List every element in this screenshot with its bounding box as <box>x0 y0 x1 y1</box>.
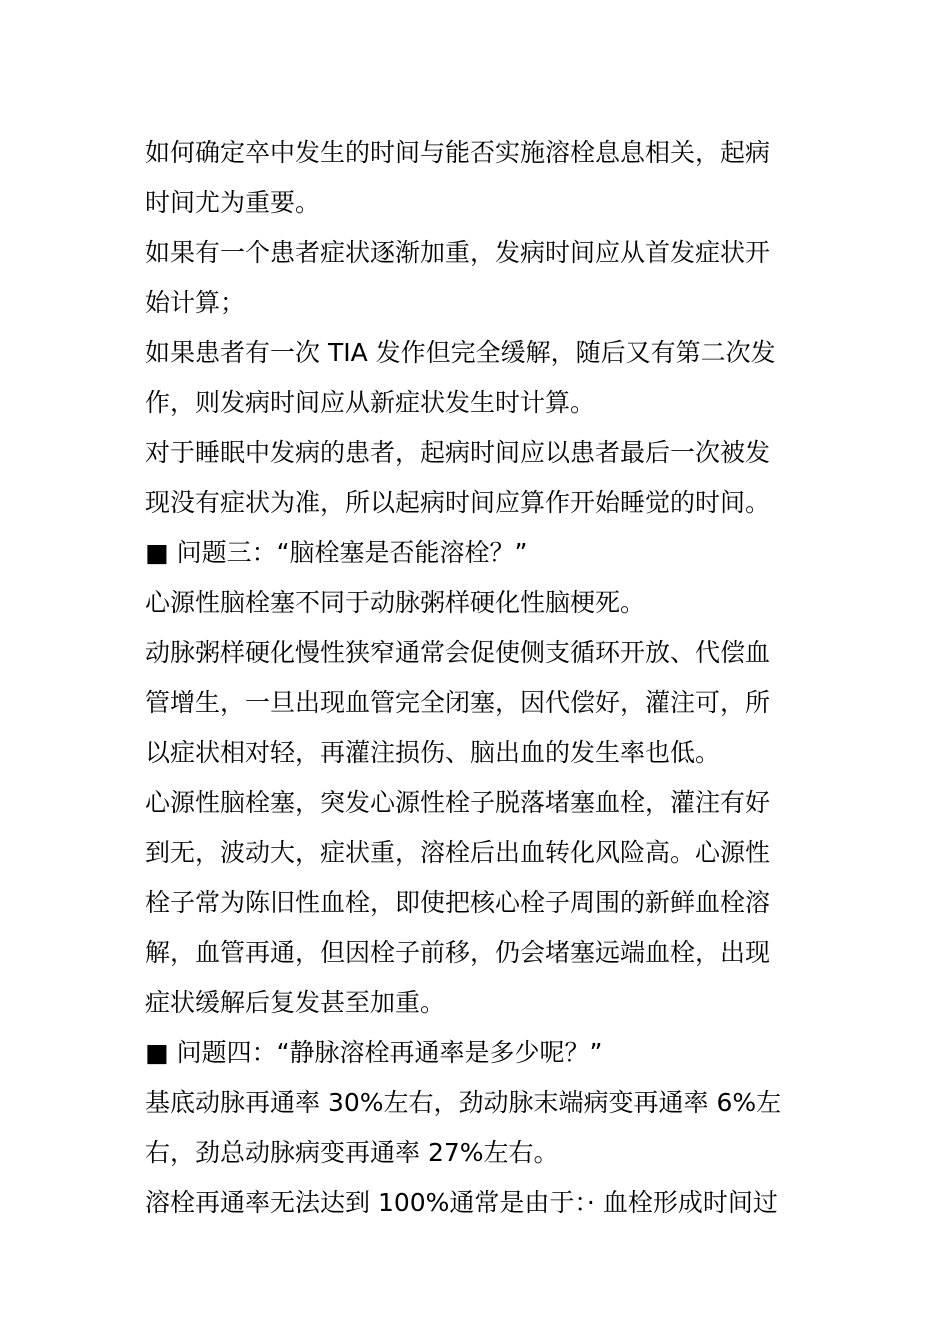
document-body <box>145 128 815 1228</box>
text-line: 动脉粥样硬化慢性狭窄通常会促使侧支循环开放、代偿血 <box>145 638 771 667</box>
text-line: 溶栓再通率无法达到 100%通常是由于：· 血栓形成时间过 <box>145 1188 778 1217</box>
text-line: 管增生，一旦出现血管完全闭塞，因代偿好，灌注可，所 <box>145 688 771 717</box>
text-line: 如果有一个患者症状逐渐加重，发病时间应从首发症状开 <box>145 238 771 267</box>
text-line: 心源性脑栓塞不同于动脉粥样硬化性脑梗死。 <box>145 588 646 617</box>
text-line: 右，劲总动脉病变再通率 27%左右。 <box>145 1138 559 1167</box>
paragraph-progressive-symptoms <box>145 228 815 328</box>
paragraph-cardiogenic-embolism <box>145 778 815 1028</box>
text-line: 症状缓解后复发甚至加重。 <box>145 988 446 1017</box>
text-line: 作，则发病时间应从新症状发生时计算。 <box>145 388 596 417</box>
paragraph-onset-time-importance <box>145 128 815 228</box>
text-line: 心源性脑栓塞，突发心源性栓子脱落堵塞血栓，灌注有好 <box>145 788 771 817</box>
text-line: 如何确定卒中发生的时间与能否实施溶栓息息相关，起病 <box>145 138 771 167</box>
section-heading: ■ 问题三：“脑栓塞是否能溶栓？” <box>145 538 528 567</box>
text-line: 现没有症状为准，所以起病时间应算作开始睡觉的时间。 <box>145 488 771 517</box>
text-line: 时间尤为重要。 <box>145 188 321 217</box>
paragraph-sleep-onset <box>145 428 815 528</box>
text-line: 对于睡眠中发病的患者，起病时间应以患者最后一次被发 <box>145 438 771 467</box>
paragraph-cardiogenic-intro <box>145 578 815 628</box>
text-line: 始计算； <box>145 288 246 317</box>
paragraph-atherosclerosis <box>145 628 815 778</box>
text-line: 以症状相对轻，再灌注损伤、脑出血的发生率也低。 <box>145 738 721 767</box>
text-line: 到无，波动大，症状重，溶栓后出血转化风险高。心源性 <box>145 838 771 867</box>
text-line: 基底动脉再通率 30%左右，劲动脉末端病变再通率 6%左 <box>145 1088 782 1117</box>
paragraph-tia-episode <box>145 328 815 428</box>
section-heading: ■ 问题四：“静脉溶栓再通率是多少呢？” <box>145 1038 603 1067</box>
text-line: 解，血管再通，但因栓子前移，仍会堵塞远端血栓，出现 <box>145 938 771 967</box>
paragraph-recanalization-rates <box>145 1078 815 1178</box>
heading-question-four <box>145 1028 815 1078</box>
text-line: 如果患者有一次 TIA 发作但完全缓解，随后又有第二次发 <box>145 338 776 367</box>
text-line: 栓子常为陈旧性血栓，即使把核心栓子周围的新鲜血栓溶 <box>145 888 771 917</box>
paragraph-recanalization-reasons <box>145 1178 815 1228</box>
heading-question-three <box>145 528 815 578</box>
